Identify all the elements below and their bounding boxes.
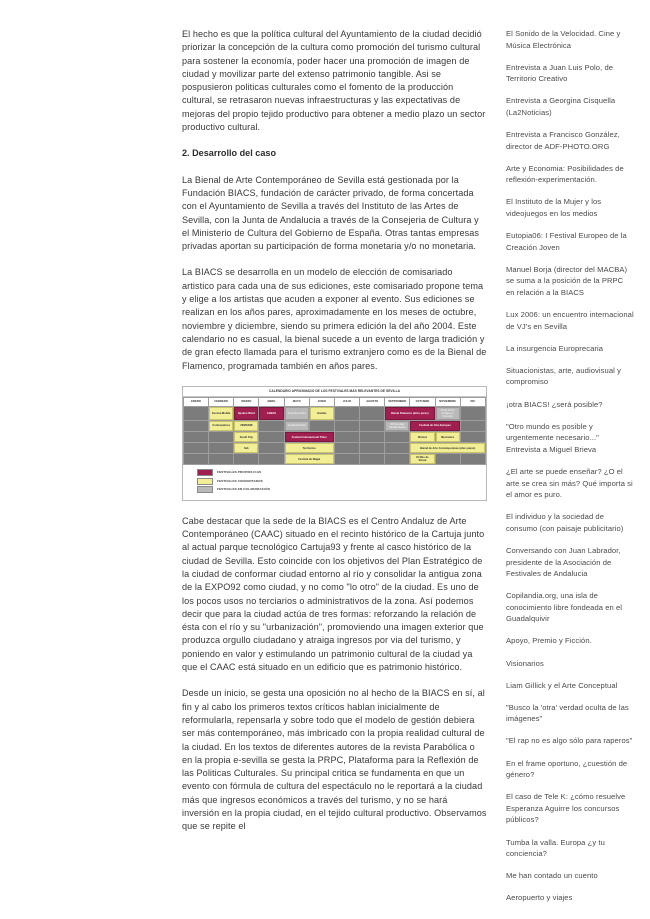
calendar-month-header: JUNIO [309,397,334,406]
calendar-empty-cell [259,454,284,465]
sidebar-article-link[interactable]: Entrevista a Georgina Cisquella (La2Noticias) [506,96,616,117]
calendar-event-cell [435,406,460,420]
calendar-empty-cell [334,420,359,431]
calendar-empty-cell [460,406,485,420]
calendar-month-header: OCTUBRE [410,397,435,406]
calendar-event-cell [259,406,284,420]
calendar-month-header: FEBRERO [209,397,234,406]
calendar-month-header: SEPTIEMBRE [385,397,410,406]
calendar-event-chip: Bienal Flamenco (años pares) [385,407,434,420]
legend-swatch-icon [197,478,213,485]
calendar-empty-cell [360,420,385,431]
calendar-event-chip: Escena Mobile [209,407,233,420]
calendar-event-cell [284,406,309,420]
calendar-empty-cell [334,406,359,420]
calendar-event-chip: Mercantes [436,432,460,442]
calendar-event-cell [410,420,460,431]
calendar-empty-cell [259,443,284,454]
calendar-empty-cell [184,406,209,420]
calendar-event-cell [385,420,410,431]
section-heading: 2. Desarrollo del caso [182,148,277,159]
calendar-row [184,432,486,443]
calendar-event-cell [234,420,259,431]
calendar-empty-cell [435,454,460,465]
calendar-event-cell [234,443,259,454]
calendar-row [184,454,486,465]
calendar-empty-cell [184,432,209,443]
calendar-event-chip: Festival Internacional Títere [285,432,334,442]
calendar-empty-cell [209,443,234,454]
calendar-empty-cell [334,432,359,443]
sidebar-article-link[interactable]: Me han contado un cuento [506,871,598,881]
calendar-event-chip: ZEMOS98 [234,421,258,431]
sidebar-article-link[interactable]: En el frame oportuno, ¿cuestión de género? [506,758,628,780]
calendar-title: CALENDARIO APROXIMADO DE LOS FESTIVALES MÁS RELEVANTES DE SEVILLA [183,387,486,397]
sidebar-article-link[interactable]: Apoyo, Premio y Ficción. [506,636,592,646]
calendar-event-chip: Festival de Magia [285,454,334,464]
calendar-empty-cell [184,454,209,465]
calendar-event-chip: Bienal de Arte Contemporáneo (años pares) [410,443,485,453]
calendar-event-cell [410,432,435,443]
calendar-event-chip: Womex [410,432,434,442]
calendar-empty-cell [360,432,385,443]
calendar-empty-cell [360,443,385,454]
legend-label: FESTIVALES EN COLABORACIÓN [217,487,270,492]
calendar-month-header: ENERO [184,397,209,406]
calendar-empty-cell [309,420,334,431]
calendar-event-cell [385,406,435,420]
calendar-legend [183,465,486,500]
calendar-empty-cell [334,443,359,454]
calendar-empty-cell [234,454,259,465]
legend-swatch-icon [197,486,213,493]
calendar-event-cell [284,454,334,465]
calendar-month-header: DIC [460,397,485,406]
calendar-event-chip: XII Festival Sevilla Salsa [385,421,409,431]
sidebar-article-link[interactable]: Entrevista a Juan Luis Polo, de Territorio Creativo [506,62,614,84]
calendar-row [184,443,486,454]
sidebar-article-link[interactable]: El Instituto de la Mujer y los videojuegos en los medios [506,197,602,219]
calendar-event-chip: Huellas [310,407,334,420]
sidebar-article-link[interactable]: Tumba la valla. Europa ¿y tu conciencia? [506,837,605,859]
sidebar-article-link[interactable]: "El rap no es algo sólo para raperos" [506,736,633,746]
calendar-event-cell [284,432,334,443]
calendar-empty-cell [385,443,410,454]
sidebar-article-list [506,28,634,914]
sidebar-article-link[interactable]: Aeropuerto y viajes [506,893,573,903]
calendar-event-cell [209,420,234,431]
calendar-grid [183,397,486,466]
sidebar-article-link[interactable]: La insurgencia Europrecaria [506,343,604,353]
calendar-event-cell [209,406,234,420]
calendar-header-row [184,397,486,406]
calendar-event-cell [234,432,259,443]
calendar-legend-row [197,486,486,493]
calendar-event-cell [284,420,309,431]
sidebar-article-link[interactable]: El individuo y la sociedad de consumo (con paisaje publicitario) [506,512,624,533]
calendar-event-chip: Festival de Cine Europeo [410,421,459,431]
body-paragraph: La BIACS se desarrolla en un modelo de elección de comisariado artistico para cada una de sus ediciones, este comisariado propone tema y elige a los artistas que acuden a exponer al evento. Sus ediciones se realizan en los años pares, aproximadamente en los meses de octubre, noviembre y diciembre, siendo su primera edición la del año 2004. Este calendario no es casual, la bienal sucede a un evento de larga tradición y de gran efecto llamada para el turismo extranjero como es de la Bienal de Flamenco, programada también en años pares. [182,267,487,371]
calendar-row [184,406,486,420]
sidebar-article-link[interactable]: El Sonido de la Velocidad. Cine y Música Electrónica [506,29,621,50]
calendar-month-header: MAYO [284,397,309,406]
calendar-event-chip: El Mes de Danza [410,454,434,464]
calendar-empty-cell [460,432,485,443]
sidebar-article-link[interactable]: Liam Gillick y el Arte Conceptual [506,680,618,690]
calendar-month-header: NOVIEMBRE [435,397,460,406]
calendar-event-chip: Spoken Word [234,407,258,420]
body-paragraph: Desde un inicio, se gesta una oposición no al hecho de la BIACS en sí, al fin y al cabo los primeros textos críticos hablan inicialmente de reformularla, repensarla y sobre todo que el modelo de gestión debiera ser más contemporáneo, más imbricado con la propia realidad cultural de la ciudad. En los textos de diferentes autores de la revista Parabólica o en la propia e-sevilla se gesta la PRPC, Plataforma para la Reflexión de las Politicas Culturales. Su principal critica se fundamenta en que un evento con fórmula de cultura del espectáculo no le reportará a la ciudad más que ingresos económicos a través del turismo, y no se hará inversión en la propia ciudad, en el tejido cultural productivo. Observamos que se repite el [182,688,487,832]
main-text-column [182,28,487,847]
body-paragraph: La Bienal de Arte Contemporáneo de Sevilla está gestionada por la Fundación BIACS, fundación de carácter privado, de forma concertada con el Ayuntamiento de Sevilla a través del Instituto de las Artes de Sevilla, con la Junta de Andalucia a través de la Consejeria de Cultura y el Ministerio de Cultura del Gobierno de España. Otras tantas empresas privadas aportan su participación de forma monetaria y/o no monetaria. [182,174,480,252]
calendar-empty-cell [209,454,234,465]
sidebar-article-link[interactable]: Manuel Borja (director del MACBA) se suma a la posición de la PRPC en relación a la BIACS [506,264,628,297]
calendar-event-chip: Festival Cinéd [285,421,309,431]
calendar-event-chip: Contenedores [209,421,233,431]
calendar-event-cell [234,406,259,420]
sidebar-article-link[interactable]: Lux 2006: un encuentro internacional de VJ's en Sevilla [506,310,634,331]
calendar-event-chip: South Pop [234,432,258,442]
body-paragraph: Cabe destacar que la sede de la BIACS es el Centro Andaluz de Arte Contemporáneo (CAAC) situado en el recinto histórico de la Cartuja junto al actual parque tecnológico Cartuja93 y frente al casco histórico de la ciudad de Sevilla. Esto coincide con los objetivos del Plan Estratégico de la ciudad de conformar ciudad entorno al río y consolidar la antigua zona de la EXPO92 como ciudad, y no como "lo otro" de la ciudad. Es uno de los pocos usos no terciarios o administrativos de la zona. Así podemos decir que para la ciudad actúa de tres formas: reforzando la relación de ésta con el río y su "urbanización", promoviendo una imagen exterior que produzca orgullo ciudadano y atraiga ingresos por via del turismo, y poniendo en valor y estimulando un patrimonio cultural de la ciudad ya que el CAAC está situado en un edificio que es patrimonio histórico. [182,515,485,673]
body-paragraph: El hecho es que la política cultural del Ayuntamiento de la ciudad decidió priorizar la concepción de la cultura como promoción del turismo cultural para sostener la economía, poder hacer una promoción de imagen de ciudad y movilizar parte del extenso patrimonio tangible. Asi se pospusieron politicas culturales como el fomento de la producción cultural, se retrasaron nuevas infraestructuras y las expectativas de mejoras del propio tejido productivo para obtener a medio plazo un sector productivo cultural. [182,29,486,133]
calendar-event-cell [435,432,460,443]
legend-label: FESTIVALES PROPIOS ICAS [217,470,262,475]
calendar-table [182,386,487,501]
calendar-month-header: AGOSTO [360,397,385,406]
legend-swatch-icon [197,469,213,476]
legend-label: FESTIVALES CONCERTADOS [217,478,263,483]
sidebar-article-link[interactable]: Copilandia.org, una isla de conocimiento libre fondeada en el Guadalquivir [506,591,623,624]
calendar-event-chip: fwb [234,443,258,453]
calendar-event-cell [284,443,334,454]
calendar-empty-cell [460,454,485,465]
sidebar-article-link[interactable]: "Busco la 'otra' verdad oculta de las imágenes" [506,702,629,724]
calendar-empty-cell [259,432,284,443]
calendar-month-header: MARZO [234,397,259,406]
calendar-empty-cell [460,420,485,431]
calendar-event-chip: Territorios [285,443,334,453]
calendar-legend-row [197,478,486,485]
sidebar-article-link[interactable]: Visionarios [506,658,544,668]
calendar-empty-cell [184,443,209,454]
sidebar-article-link[interactable]: Entrevista a Francisco González, director de ADF-PHOTO.ORG [506,130,620,151]
sidebar-article-link[interactable]: ¿El arte se puede enseñar? ¿O el arte se crea sin más? Qué importa si el amor es puro. [506,466,633,500]
calendar-figure [182,386,487,501]
sidebar-article-link[interactable]: Conversando con Juan Labrador, presidente de la Asociación de Festivales de Andalucia [506,545,621,579]
sidebar-article-link[interactable]: ¡otra BIACS! ¿será posible? [506,399,603,409]
calendar-event-chip: Feria Libro Antiguo y Ocasión [436,407,460,420]
calendar-event-chip: FeMAS [259,407,283,420]
calendar-empty-cell [209,432,234,443]
sidebar-article-link[interactable]: Situacionistas, arte, audiovisual y compromiso [506,365,621,387]
calendar-month-header: ABRIL [259,397,284,406]
calendar-empty-cell [360,454,385,465]
calendar-legend-row [197,469,486,476]
sidebar-article-link[interactable]: "Otro mundo es posible y urgentemente necesario..." Entrevista a Miguel Brieva [506,421,599,454]
calendar-empty-cell [385,454,410,465]
sidebar-article-link[interactable]: Arte y Economia: Posibilidades de reflexión-experimentación. [506,163,624,185]
calendar-month-header: JULIO [334,397,359,406]
calendar-empty-cell [184,420,209,431]
calendar-empty-cell [334,454,359,465]
calendar-empty-cell [259,420,284,431]
calendar-empty-cell [360,406,385,420]
sidebar-article-link[interactable]: Eutopia06: I Festival Europeo de la Creación Joven [506,231,627,252]
calendar-event-cell [410,443,486,454]
calendar-row [184,420,486,431]
calendar-event-cell [410,454,435,465]
calendar-empty-cell [385,432,410,443]
calendar-event-cell [309,406,334,420]
sidebar-article-link[interactable]: El caso de Tele K: ¿cómo resuelve Esperanza Aguirre los concursos públicos? [506,792,626,825]
calendar-event-chip: Feria del Libro [285,407,309,420]
